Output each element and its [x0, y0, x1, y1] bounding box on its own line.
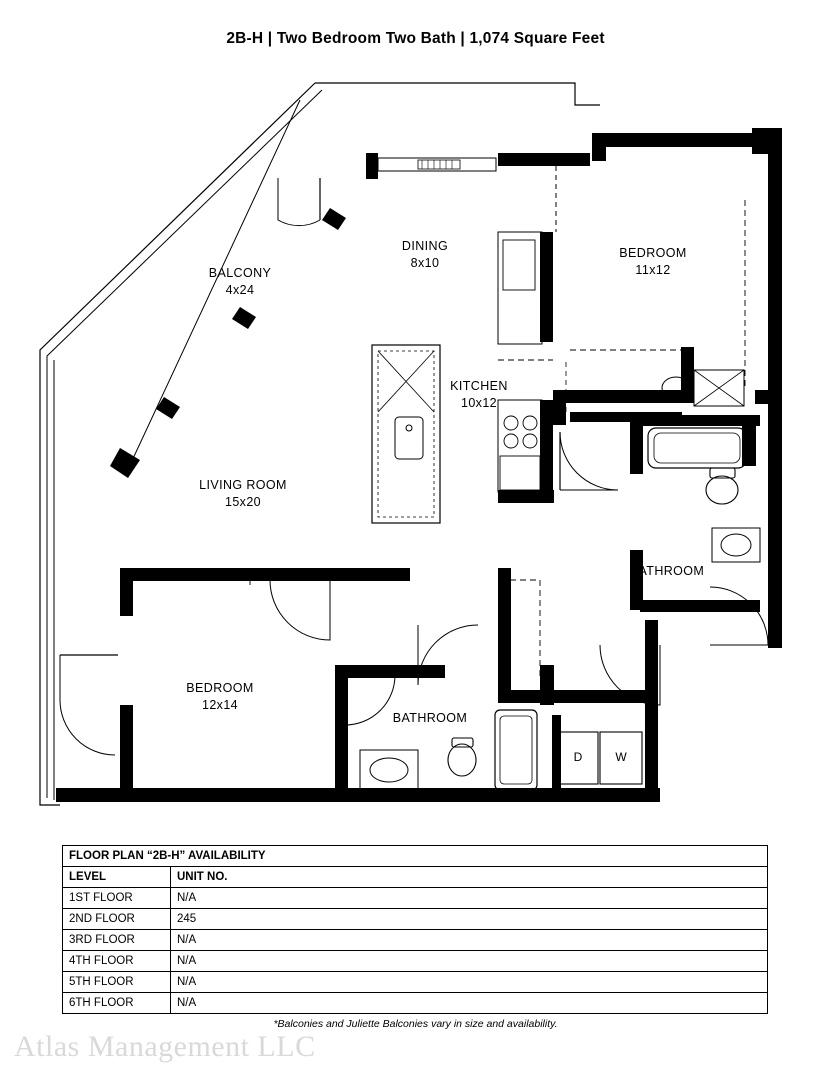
room-name: KITCHEN: [450, 379, 508, 393]
table-row: [63, 930, 768, 951]
cell-level: 4TH FLOOR: [63, 951, 171, 972]
table-row: [63, 951, 768, 972]
room-name: BATHROOM: [629, 564, 705, 578]
table-row: [63, 888, 768, 909]
room-name: BEDROOM: [619, 246, 687, 260]
footnote: *Balconies and Juliette Balconies vary in size and availability.: [273, 1018, 558, 1030]
room-label-dining: [370, 238, 480, 272]
table-column-header-row: [63, 867, 768, 888]
cell-unit: N/A: [171, 993, 768, 1014]
watermark: Atlas Management LLC: [14, 1030, 316, 1063]
availability-title: FLOOR PLAN “2B-H” AVAILABILITY: [63, 846, 768, 867]
cell-level: 5TH FLOOR: [63, 972, 171, 993]
cell-level: 3RD FLOOR: [63, 930, 171, 951]
appliance-label-dryer: D: [573, 750, 583, 764]
room-label-balcony: [180, 265, 300, 299]
availability-table: [62, 845, 768, 1014]
cell-unit: N/A: [171, 951, 768, 972]
column-header-unit: UNIT NO.: [171, 867, 768, 888]
room-name: BATHROOM: [392, 711, 468, 725]
floor-plan-svg: [0, 60, 831, 820]
room-dims: 8x10: [410, 255, 440, 270]
room-label-bathroom-secondary: [375, 710, 485, 727]
cell-level: 2ND FLOOR: [63, 909, 171, 930]
cell-level: 1ST FLOOR: [63, 888, 171, 909]
cell-unit: 245: [171, 909, 768, 930]
cell-unit: N/A: [171, 888, 768, 909]
room-name: DINING: [401, 239, 449, 253]
cell-level: 6TH FLOOR: [63, 993, 171, 1014]
cell-unit: N/A: [171, 930, 768, 951]
room-dims: 12x14: [201, 697, 239, 712]
room-label-bedroom-primary: [588, 245, 718, 279]
room-dims: 15x20: [224, 494, 262, 509]
column-header-level: LEVEL: [63, 867, 171, 888]
table-row: [63, 972, 768, 993]
table-row: [63, 993, 768, 1014]
room-label-kitchen: [424, 378, 534, 412]
room-dims: 10x12: [460, 395, 498, 410]
floor-plan-drawing: [0, 60, 831, 820]
appliance-label-washer: W: [615, 750, 627, 764]
room-name: BALCONY: [208, 266, 272, 280]
room-dims: 4x24: [225, 282, 255, 297]
room-name: LIVING ROOM: [199, 478, 287, 492]
room-name: BEDROOM: [186, 681, 254, 695]
page-title: 2B-H | Two Bedroom Two Bath | 1,074 Square Feet: [226, 30, 605, 47]
table-header-title-row: [63, 846, 768, 867]
cell-unit: N/A: [171, 972, 768, 993]
room-label-bedroom-secondary: [155, 680, 285, 714]
room-label-bathroom-primary: [612, 563, 722, 580]
room-label-living-room: [168, 477, 318, 511]
table-row: [63, 909, 768, 930]
room-dims: 11x12: [635, 262, 671, 277]
